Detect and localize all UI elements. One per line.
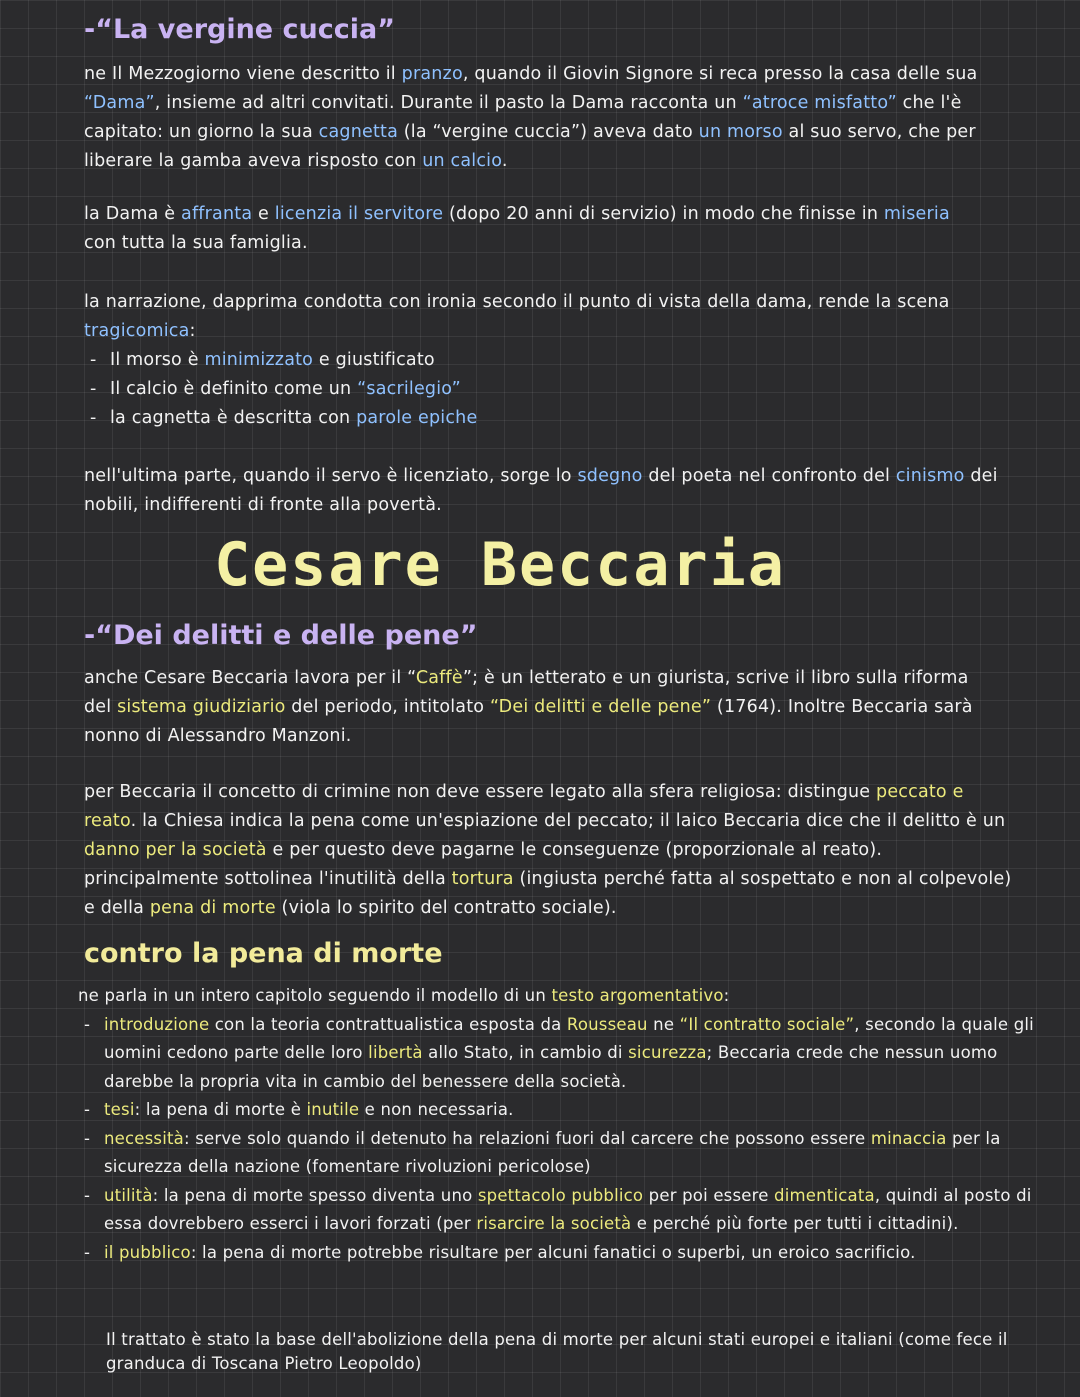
paragraph-narrazione: la narrazione, dapprima condotta con ironia secondo il punto di vista della dama, rende la scena tragicomica: - Il morso è minimizzato e giustificato - Il calcio è definito come un “sacrilegio” - la cagnetta è descritta con parole epiche [84, 288, 984, 433]
list-item: - la cagnetta è descritta con parole epiche [84, 404, 984, 433]
page-title: Cesare Beccaria [214, 530, 786, 600]
paragraph-crimine: per Beccaria il concetto di crimine non deve essere legato alla sfera religiosa: distingue peccato e reato. la Chiesa indica la pena come un'espiazione del peccato; il laico Beccaria dice che il delitto è un danno per la società e per questo deve pagarne le conseguenze (proporzionale al reato). principalmente sottolinea l'inutilità della tortura (ingiusta perché fatta al sospettato e non al colpevole) e della pena di morte (viola lo spirito del contratto sociale). [84, 782, 1012, 918]
heading: -“La vergine cuccia” [84, 14, 395, 45]
list-item-utilita: - utilità: la pena di morte spesso diventa uno spettacolo pubblico per poi essere dimenticata, quindi al posto di essa dovrebbero esserci i lavori forzati (per risarcire la società e perché più forte per tutti i cittadini). [78, 1182, 1058, 1239]
list-item: - Il calcio è definito come un “sacrilegio” [84, 375, 984, 404]
heading: -“Dei delitti e delle pene” [84, 620, 478, 651]
section-title-contro-pena [84, 938, 443, 969]
list-item-pubblico: - il pubblico: la pena di morte potrebbe risultare per alcuni fanatici o superbi, un eroico sacrificio. [78, 1239, 1058, 1268]
paragraph-pranzo: ne Il Mezzogiorno viene descritto il pranzo, quando il Giovin Signore si reca presso la casa delle sua “Dama”, insieme ad altri convitati. Durante il pasto la Dama racconta un “atroce misfatto” che l'è capitato: un giorno la sua cagnetta (la “vergine cuccia”) aveva dato un morso al suo servo, che per liberare la gamba aveva risposto con un calcio. [84, 64, 978, 171]
list-argomenti [78, 1011, 1058, 1268]
paragraph-dama-affranta: la Dama è affranta e licenzia il servitore (dopo 20 anni di servizio) in modo che finisse in miseria con tutta la sua famiglia. [84, 204, 950, 253]
list-item-introduzione: - introduzione con la teoria contrattualistica esposta da Rousseau ne “Il contratto sociale”, secondo la quale gli uomini cedono parte delle loro libertà allo Stato, in cambio di sicurezza; Beccaria crede che nessun uomo darebbe la propria vita in cambio del benessere della società. [78, 1011, 1058, 1097]
section-title-vergine-cuccia [84, 14, 395, 45]
list-item: - Il morso è minimizzato e giustificato [84, 346, 984, 375]
paragraph-sdegno: nell'ultima parte, quando il servo è licenziato, sorge lo sdegno del poeta nel confronto del cinismo dei nobili, indifferenti di fronte alla povertà. [84, 466, 998, 515]
paragraph-trattato: Il trattato è stato la base dell'abolizione della pena di morte per alcuni stati europei e italiani (come fece il granduca di Toscana Pietro Leopoldo) [106, 1330, 1008, 1373]
paragraph-argomentativo: ne parla in un intero capitolo seguendo il modello di un testo argomentativo: - introduzione con la teoria contrattualistica esposta da Rousseau ne “Il contratto sociale”, secondo la quale gli uomini cedono parte delle loro libertà allo Stato, in cambio di sicurezza; Beccaria crede che nessun uomo darebbe la propria vita in cambio del benessere della società. - tesi: la pena di morte è inutile e non necessaria. - necessità: serve solo quando il detenuto ha relazioni fuori dal carcere che possono essere minaccia per la sicurezza della nazione (fomentare rivoluzioni pericolose) - utilità: la pena di morte spesso diventa uno spettacolo pubblico per poi essere dimenticata, quindi al posto di essa dovrebbero esserci i lavori forzati (per risarcire la società e perché più forte per tutti i cittadini). - il pubblico: la pena di morte potrebbe risultare per alcuni fanatici o superbi, un eroico sacrificio. [78, 982, 1058, 1267]
section-title-dei-delitti [84, 620, 477, 651]
list-tragicomica [84, 346, 984, 433]
list-item-tesi: - tesi: la pena di morte è inutile e non necessaria. [78, 1096, 1058, 1125]
paragraph-beccaria-intro: anche Cesare Beccaria lavora per il “Caffè”; è un letterato e un giurista, scrive il libro sulla riforma del sistema giudiziario del periodo, intitolato “Dei delitti e delle pene” (1764). Inoltre Beccaria sarà nonno di Alessandro Manzoni. [84, 668, 973, 746]
list-item-necessita: - necessità: serve solo quando il detenuto ha relazioni fuori dal carcere che possono essere minaccia per la sicurezza della nazione (fomentare rivoluzioni pericolose) [78, 1125, 1058, 1182]
heading: contro la pena di morte [84, 938, 443, 969]
